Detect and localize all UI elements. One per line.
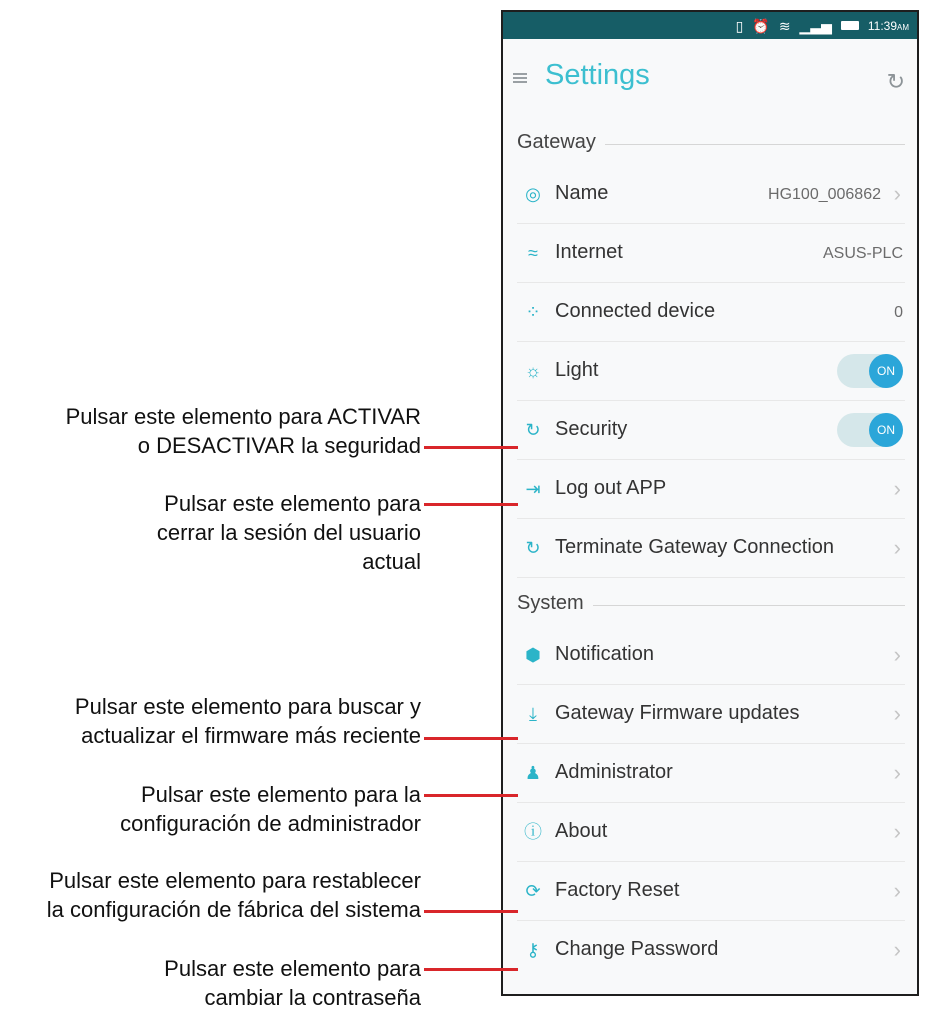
toggle-knob: ON xyxy=(869,413,903,447)
signal-icon: ▁▃▅ xyxy=(799,17,832,34)
chevron-right-icon: › xyxy=(893,701,901,726)
settings-item-notification[interactable] xyxy=(517,626,905,685)
annotation-firmware xyxy=(75,692,421,750)
key-icon: ⚷ xyxy=(526,940,540,960)
annotation-line: Pulsar este elemento para xyxy=(164,956,421,981)
annotation-connector xyxy=(424,446,518,449)
chevron-right-icon: › xyxy=(893,937,901,962)
item-value: ASUS-PLC xyxy=(822,245,903,262)
item-label: Internet xyxy=(555,241,623,263)
settings-item-security[interactable] xyxy=(517,401,905,460)
item-label: Light xyxy=(555,359,599,381)
item-label: Change Password xyxy=(555,938,719,960)
annotation-connector xyxy=(424,910,518,913)
refresh-icon[interactable]: ↻ xyxy=(886,69,905,94)
item-label: Log out APP xyxy=(555,477,667,499)
admin-icon: ♟ xyxy=(524,763,542,783)
annotation-connector xyxy=(424,794,518,797)
chevron-right-icon: › xyxy=(893,878,901,903)
annotation-password xyxy=(164,954,421,1012)
wifi-icon: ≈ xyxy=(528,243,538,263)
item-value: HG100_006862 xyxy=(768,186,881,203)
annotation-line: cerrar la sesión del usuario xyxy=(156,520,421,545)
security-icon: ↻ xyxy=(525,420,541,440)
annotation-line: cambiar la contraseña xyxy=(204,985,421,1010)
sun-icon: ☼ xyxy=(524,361,542,381)
security-toggle[interactable] xyxy=(837,413,903,447)
status-bar xyxy=(503,12,917,39)
annotation-connector xyxy=(424,503,518,506)
chevron-right-icon: › xyxy=(893,760,901,785)
section-system xyxy=(503,578,917,626)
item-label: Name xyxy=(555,182,609,204)
annotation-line: actual xyxy=(362,549,421,574)
section-divider xyxy=(593,605,905,606)
location-icon: ◎ xyxy=(525,184,541,204)
item-label: Factory Reset xyxy=(555,879,680,901)
settings-item-light[interactable] xyxy=(517,342,905,401)
settings-item-about[interactable] xyxy=(517,803,905,862)
reset-icon: ⟳ xyxy=(525,881,541,901)
item-label: Administrator xyxy=(555,761,673,783)
item-label: Terminate Gateway Connection xyxy=(555,536,835,558)
chevron-right-icon: › xyxy=(893,476,901,501)
annotation-line: configuración de administrador xyxy=(120,811,421,836)
annotation-line: Pulsar este elemento para buscar y xyxy=(74,694,421,719)
annotation-security xyxy=(66,402,421,460)
chevron-right-icon: › xyxy=(893,642,901,667)
battery-icon xyxy=(841,21,859,30)
item-label: Notification xyxy=(555,643,654,665)
item-label: Connected device xyxy=(555,300,716,322)
toggle-knob: ON xyxy=(869,354,903,388)
settings-item-connected-device[interactable] xyxy=(517,283,905,342)
section-label: System xyxy=(517,592,584,614)
section-label: Gateway xyxy=(517,131,596,153)
wifi-icon: ≋ xyxy=(778,17,791,34)
annotation-logout xyxy=(157,489,421,576)
annotation-connector xyxy=(424,968,518,971)
annotation-connector xyxy=(424,737,518,740)
settings-item-factory-reset[interactable] xyxy=(517,862,905,921)
annotation-line: Pulsar este elemento para xyxy=(164,491,421,516)
alarm-icon: ⏰ xyxy=(752,17,770,34)
settings-item-name[interactable] xyxy=(517,165,905,224)
phone-screen xyxy=(501,10,919,996)
item-value: 0 xyxy=(894,304,903,321)
vibrate-icon: ▯ xyxy=(735,17,744,34)
light-toggle[interactable] xyxy=(837,354,903,388)
chevron-right-icon: › xyxy=(893,819,901,844)
annotation-line: actualizar el firmware más reciente xyxy=(81,723,421,748)
item-label: Security xyxy=(555,418,628,440)
settings-item-change-password[interactable] xyxy=(517,921,905,979)
annotation-line: o DESACTIVAR la seguridad xyxy=(137,433,421,458)
section-gateway xyxy=(503,117,917,165)
chevron-right-icon: › xyxy=(893,535,901,560)
download-icon: ⤓ xyxy=(529,704,537,724)
annotation-line: la configuración de fábrica del sistema xyxy=(46,897,421,922)
annotation-reset xyxy=(47,866,421,924)
settings-item-administrator[interactable] xyxy=(517,744,905,803)
settings-item-internet[interactable] xyxy=(517,224,905,283)
logout-icon: ⇥ xyxy=(525,479,541,499)
settings-item-terminate[interactable] xyxy=(517,519,905,578)
section-divider xyxy=(605,144,905,145)
annotation-line: Pulsar este elemento para ACTIVAR xyxy=(65,404,421,429)
info-icon: ⓘ xyxy=(524,822,542,842)
annotation-admin xyxy=(120,780,421,838)
notification-icon: ⬢ xyxy=(525,645,541,665)
item-label: Gateway Firmware updates xyxy=(555,702,800,724)
settings-item-firmware[interactable] xyxy=(517,685,905,744)
hamburger-icon[interactable] xyxy=(513,73,527,83)
devices-icon: ⁘ xyxy=(525,302,541,322)
annotation-line: Pulsar este elemento para la xyxy=(140,782,421,807)
settings-item-logout[interactable] xyxy=(517,460,905,519)
annotation-line: Pulsar este elemento para restablecer xyxy=(49,868,421,893)
chevron-right-icon: › xyxy=(893,181,901,206)
terminate-icon: ↻ xyxy=(525,538,541,558)
status-time: 11:39AM xyxy=(867,18,909,33)
item-label: About xyxy=(555,820,608,842)
page-title: Settings xyxy=(545,59,650,91)
app-bar xyxy=(503,39,917,117)
